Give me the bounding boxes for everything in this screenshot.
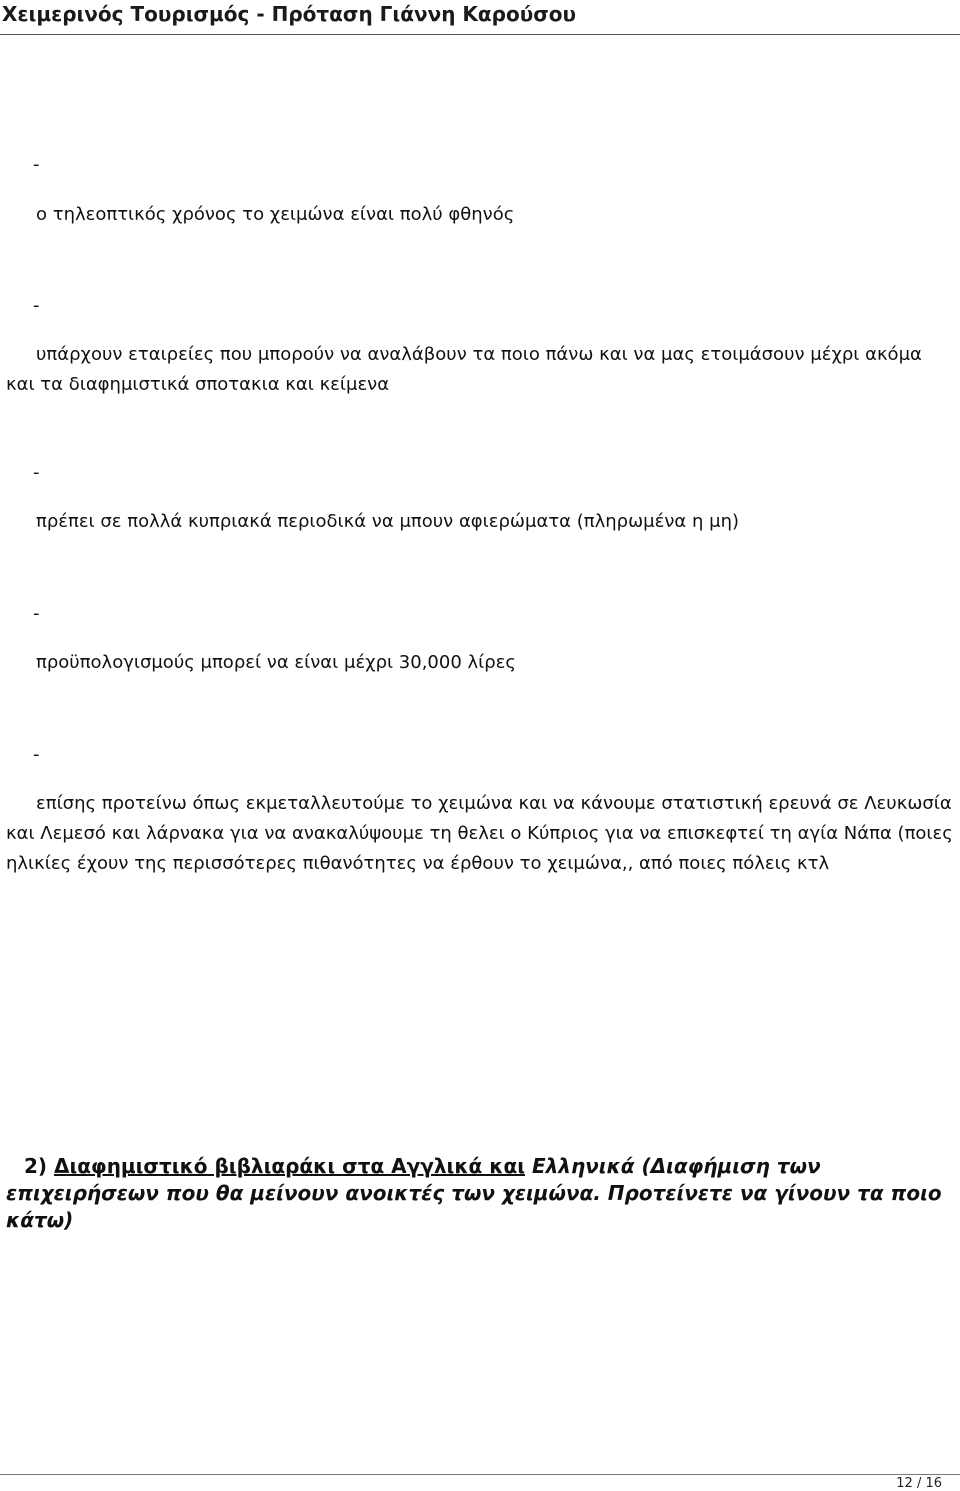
bullet-text: προϋπολογισμούς μπορεί να είναι μέχρι 30,000 λίρες (36, 652, 516, 673)
document-header-title: Χειμερινός Τουρισμός - Πρόταση Γιάννη Καρούσου (2, 2, 577, 26)
bullet-text: υπάρχουν εταιρείες που μπορούν να αναλάβουν τα ποιο πάνω και να μας ετοιμάσουν μέχρι ακόμα και τα διαφημιστικά σποτακια και κείμενα (6, 344, 922, 395)
bullet-marker: - (33, 154, 40, 175)
bullet-marker: - (33, 462, 40, 483)
page-number: 12 / 16 (896, 1476, 942, 1491)
section-number: 2) (24, 1154, 48, 1178)
section-heading (6, 1153, 956, 1234)
bullet-marker: - (33, 603, 40, 624)
section-title-underlined: Διαφημιστικό βιβλιαράκι στα Αγγλικά και (54, 1154, 525, 1178)
bullet-text: επίσης προτείνω όπως εκμεταλλευτούμε το χειμώνα και να κάνουμε στατιστική ερευνά σε Λευκωσία και Λεμεσό και λάρνακα για να ανακαλύψουμε τη θελει ο Κύπριος για να επισκεφτεί τη αγία Νάπα (ποιες ηλικίες έχουν της περισσότερες πιθανότητες να έρθουν το χειμώνα,, από ποιες πόλεις κτλ (6, 793, 953, 874)
footer-divider (0, 1474, 960, 1475)
bullet-marker: - (33, 295, 40, 316)
section-title-italic: Ελληνικά (Διαφήμιση των επιχειρήσεων που θα μείνουν ανοικτές των χειμώνα. Προτείνετε να γίνουν τα ποιο κάτω) (6, 1154, 942, 1232)
bullet-text: πρέπει σε πολλά κυπριακά περιοδικά να μπουν αφιερώματα (πληρωμένα η μη) (36, 511, 739, 532)
header-divider (0, 34, 960, 35)
bullet-marker: - (33, 744, 40, 765)
bullet-text: ο τηλεοπτικός χρόνος το χειμώνα είναι πολύ φθηνός (36, 204, 515, 225)
